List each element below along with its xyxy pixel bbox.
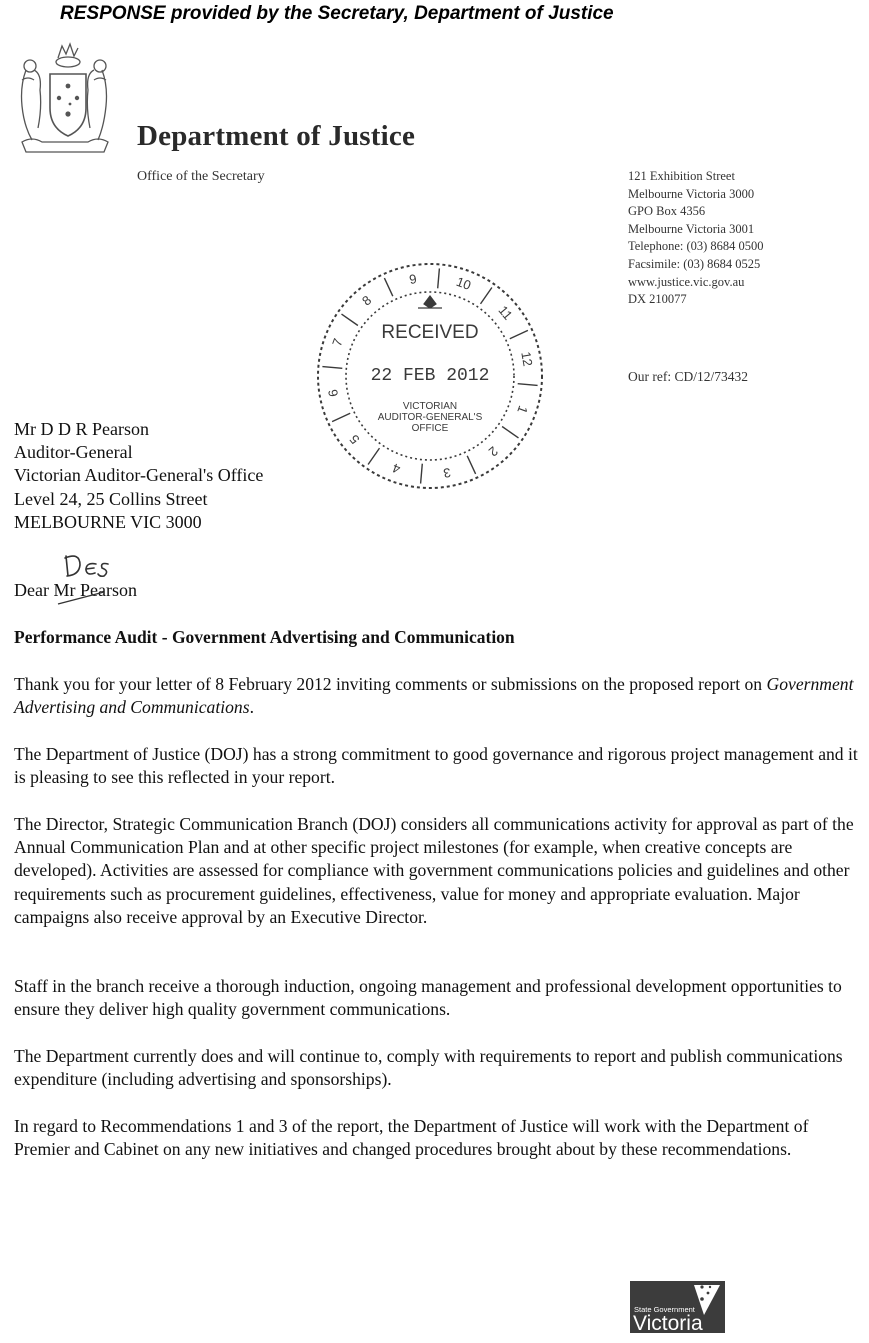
stamp-ring-tick xyxy=(384,278,392,296)
stamp-ring-number: 10 xyxy=(454,273,474,293)
department-title: Department of Justice xyxy=(137,120,416,152)
stamp-ring-tick xyxy=(481,288,492,304)
received-stamp xyxy=(312,258,548,494)
stamp-ring-tick xyxy=(368,448,379,464)
address-line: 121 Exhibition Street xyxy=(628,169,735,183)
salutation-title: Mr xyxy=(53,580,76,600)
stamp-ring-number: 1 xyxy=(514,403,531,416)
stamp-ring-tick xyxy=(322,367,342,369)
stamp-received-text: RECEIVED xyxy=(381,322,479,343)
office-subtitle: Office of the Secretary xyxy=(137,169,265,184)
recipient-office: Victorian Auditor-General's Office xyxy=(14,465,264,486)
contact-address-block xyxy=(628,168,764,309)
stamp-ring-number: 2 xyxy=(485,443,501,460)
stamp-ring-number: 4 xyxy=(390,460,403,477)
paragraph-staff: Staff in the branch receive a thorough induction, ongoing management and professional development opportunities to ensure they deliver high quality government communications. xyxy=(14,976,842,1020)
stamp-ring-number: 5 xyxy=(346,431,363,447)
stamp-ring-number: 7 xyxy=(329,336,346,349)
salutation-struck-name: Pearson xyxy=(79,580,137,600)
address-line: Melbourne Victoria 3000 xyxy=(628,186,755,201)
stamp-ring-tick xyxy=(342,314,358,325)
address-line: GPO Box 4356 xyxy=(628,204,706,219)
stamp-ring-number: 11 xyxy=(495,302,516,323)
coat-of-arms-icon xyxy=(12,36,118,158)
stamp-ring-tick xyxy=(438,268,440,288)
address-line: Melbourne Victoria 3001 xyxy=(628,221,755,236)
telephone-line: Telephone: (03) 8684 0500 xyxy=(628,239,764,254)
letter-subject: Performance Audit - Government Advertising and Communication xyxy=(14,627,515,647)
paragraph-recommendations: In regard to Recommendations 1 and 3 of the report, the Department of Justice will work with the Department of Premier and Cabinet on any new initiatives and changed procedures brought about by these recommendations. xyxy=(14,1116,809,1160)
recipient-address xyxy=(14,418,263,534)
stamp-ring-tick xyxy=(467,456,475,474)
recipient-name: Mr D D R Pearson xyxy=(14,419,149,439)
salutation-prefix: Dear xyxy=(14,580,54,600)
stamp-office-line: OFFICE xyxy=(411,423,449,434)
stamp-ring-tick xyxy=(332,413,350,421)
stamp-ring-tick xyxy=(510,330,528,338)
recipient-city: MELBOURNE VIC 3000 xyxy=(14,511,202,532)
recipient-title: Auditor-General xyxy=(14,442,133,463)
paragraph-approval-process: The Director, Strategic Communication Branch (DOJ) considers all communications activity for approval as part of the Annual Communication Plan and at other specific project milestones (for example, when creative concepts are developed). Activities are assessed for compliance with government communications policies and guidelines and other requirements such as procurement guidelines, effectiveness, value for money and appropriate evaluation. Major campaigns also receive approval by an Executive Director. xyxy=(14,814,854,927)
stamp-office-line: VICTORIAN xyxy=(402,401,458,412)
report-title: Government Advertising and Communications xyxy=(14,674,854,718)
stamp-ring-number: 8 xyxy=(359,292,375,309)
response-banner: RESPONSE provided by the Secretary, Department of Justice xyxy=(60,3,614,24)
paragraph-reporting: The Department currently does and will continue to, comply with requirements to report and publish communications expenditure (including advertising and sponsorships). xyxy=(14,1046,843,1090)
facsimile-line: Facsimile: (03) 8684 0525 xyxy=(628,256,761,271)
stamp-ring-number: 12 xyxy=(518,350,536,368)
our-reference: Our ref: CD/12/73432 xyxy=(628,369,748,384)
stamp-ring-tick xyxy=(421,464,423,484)
victoria-government-logo xyxy=(630,1281,725,1333)
recipient-street: Level 24, 25 Collins Street xyxy=(14,488,208,509)
logo-small-text: State Government xyxy=(634,1305,695,1314)
logo-big-text: Victoria xyxy=(633,1312,703,1333)
stamp-ring-number: 9 xyxy=(408,270,418,288)
dx-line: DX 210077 xyxy=(628,292,687,307)
handwritten-name xyxy=(62,550,112,582)
website-line: www.justice.vic.gov.au xyxy=(628,274,745,289)
stamp-ring-number: 3 xyxy=(442,464,452,482)
stamp-ring-number: 6 xyxy=(324,388,342,398)
paragraph-commitment: The Department of Justice (DOJ) has a strong commitment to good governance and rigorous project management and it is pleasing to see this reflected in your report. xyxy=(14,744,858,788)
stamp-date: 22 FEB 2012 xyxy=(370,366,490,386)
paragraph-thanks: Thank you for your letter of 8 February 2012 inviting comments or submissions on the proposed report on Government Advertising and Communications. xyxy=(14,674,854,718)
stamp-ring-tick xyxy=(502,427,518,438)
stamp-office-line: AUDITOR-GENERAL'S xyxy=(377,412,483,423)
strike-through-mark xyxy=(56,588,106,608)
stamp-ring-tick xyxy=(518,384,538,386)
